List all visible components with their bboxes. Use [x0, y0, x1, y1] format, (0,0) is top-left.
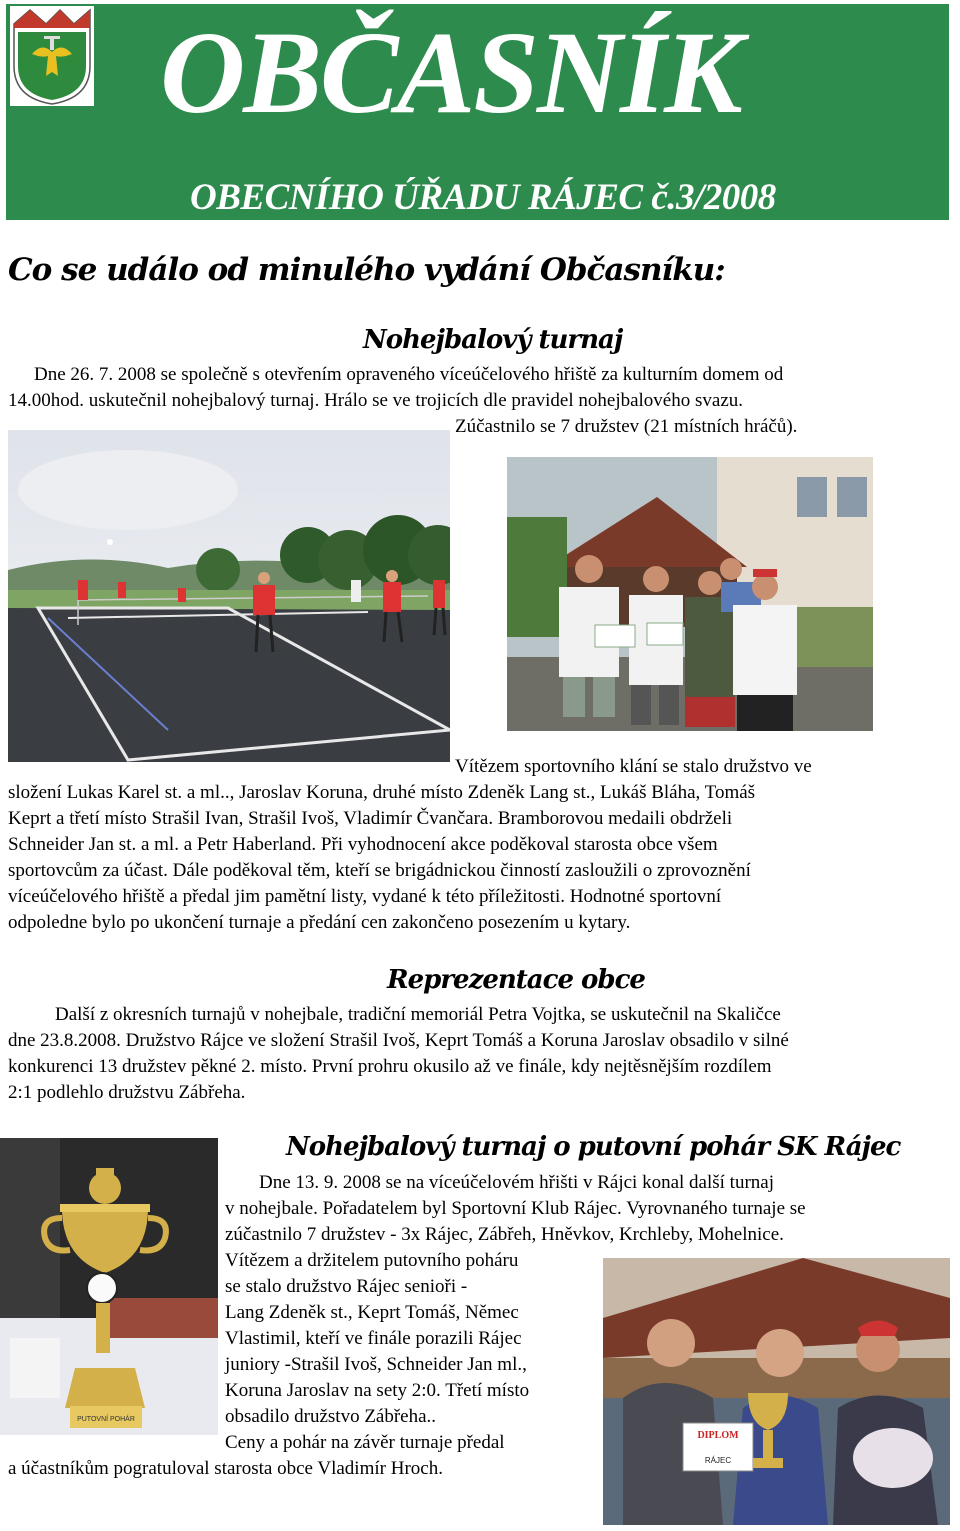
diploma-place: RÁJEC [704, 1456, 732, 1465]
diploma-title: DIPLOM [697, 1430, 739, 1441]
article-heading-reprezentace: Reprezentace obce [387, 965, 645, 995]
photo-nohejbal-court [8, 430, 450, 762]
article1-line: Schneider Jan st. a ml. a Petr Haberland. Při vyhodnocení akce poděkoval starosta obce všem [8, 834, 718, 855]
photo-award-ceremony [603, 1258, 950, 1525]
article2-line: konkurenci 13 družstev pěkné 2. místo. První prohru okusilo až ve finále, kdy nejtěsnějším rozdílem [8, 1056, 772, 1077]
article-heading-nohejbal: Nohejbalový turnaj [363, 325, 623, 355]
article1-line: sportovcům za účast. Dále poděkoval těm, kteří se brigádnickou činností zasloužili o zprovoznění [8, 860, 751, 881]
article3-line: Koruna Jaroslav na sety 2:0. Třetí místo [225, 1380, 530, 1401]
article3-line: obsadilo družstvo Zábřeha.. [225, 1406, 437, 1427]
article1-line: Vítězem sportovního klání se stalo družstvo ve [455, 756, 812, 777]
trophy-plate-text: PUTOVNÍ POHÁR [77, 1416, 135, 1423]
article3-line: a účastníkům pogratuloval starosta obce Vladimír Hroch. [8, 1458, 443, 1479]
article3-narrow-lines [225, 1248, 597, 1456]
article1-body [8, 780, 948, 936]
article3-line: se stalo družstvo Rájec senioři - [225, 1276, 468, 1297]
article3-line: Vlastimil, kteří ve finále porazili Rájec [225, 1328, 522, 1349]
article3-line: Vítězem a držitelem putovního poháru [225, 1250, 519, 1271]
village-coat-of-arms [10, 6, 94, 106]
article2-body [8, 1028, 948, 1106]
article3-line: juniory -Strašil Ivoš, Schneider Jan ml., [225, 1354, 527, 1375]
article1-line: odpoledne bylo po ukončení turnaje a předání cen zakončeno posezením u kytary. [8, 912, 631, 933]
article1-line: Dne 26. 7. 2008 se společně s otevřením opraveného víceúčelového hřiště za kulturním domem od [34, 364, 784, 385]
article2-line: Další z okresních turnajů v nohejbale, tradiční memoriál Petra Vojtka, se uskutečnil na Skaličce [55, 1004, 781, 1025]
masthead-subtitle: OBECNÍHO ÚŘADU RÁJEC č.3/2008 [190, 177, 776, 218]
photo-trophy [0, 1138, 218, 1435]
masthead-title: OBČASNÍK [160, 7, 741, 138]
article1-line: víceúčelového hřiště a předal jim pamětní listy, vydané k této příležitosti. Hodnotné sportovní [8, 886, 722, 907]
article3-line: Lang Zdeněk st., Keprt Tomáš, Němec [225, 1302, 519, 1323]
article-heading-putovni-pohar: Nohejbalový turnaj o putovní pohár SK Rájec [286, 1132, 901, 1162]
article3-line: v nohejbale. Pořadatelem byl Sportovní Klub Rájec. Vyrovnaného turnaje se [225, 1198, 806, 1219]
article1-line: 14.00hod. uskutečnil nohejbalový turnaj. Hrálo se ve trojicích dle pravidel nohejbalového svazu. [8, 390, 743, 411]
section-heading: Co se událo od minulého vydání Občasníku: [8, 252, 725, 288]
photo-winning-team [507, 457, 873, 731]
article3-line: Ceny a pohár na závěr turnaje předal [225, 1432, 505, 1453]
article2-line: 2:1 podlehlo družstvu Zábřeha. [8, 1082, 246, 1103]
article2-line: dne 23.8.2008. Družstvo Rájce ve složení Strašil Ivoš, Keprt Tomáš a Koruna Jaroslav obsadilo v silné [8, 1030, 789, 1051]
article1-line: Keprt a třetí místo Strašil Ivan, Strašil Ivoš, Vladimír Čvančara. Bramborovou medaili obdrželi [8, 808, 733, 829]
article1-line: složení Lukas Karel st. a ml.., Jaroslav Koruna, druhé místo Zdeněk Lang st., Lukáš Bláha, Tomáš [8, 782, 756, 803]
article3-line: zúčastnilo 7 družstev - 3x Rájec, Zábřeh, Hněvkov, Krchleby, Mohelnice. [225, 1224, 784, 1245]
article3-wide-lines [225, 1170, 948, 1248]
article3-line: Dne 13. 9. 2008 se na víceúčelovém hřišti v Rájci konal další turnaj [259, 1172, 774, 1193]
article1-line: Zúčastnilo se 7 družstev (21 místních hráčů). [455, 416, 798, 437]
